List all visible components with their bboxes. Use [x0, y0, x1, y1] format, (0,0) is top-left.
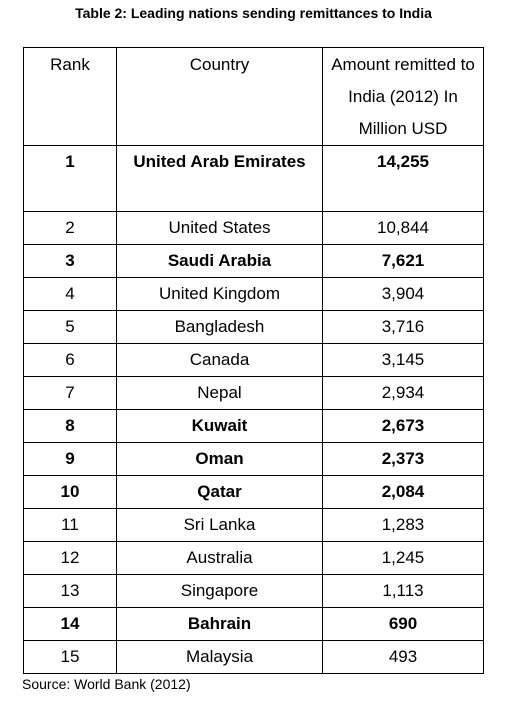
- country-cell: Kuwait: [117, 410, 323, 443]
- country-cell: Bahrain: [117, 608, 323, 641]
- remittance-table: [23, 47, 484, 674]
- table-row: [24, 410, 484, 443]
- amount-cell: 14,255: [323, 146, 484, 212]
- rank-cell: 7: [24, 377, 117, 410]
- country-cell: Singapore: [117, 575, 323, 608]
- table-row: [24, 377, 484, 410]
- table-row: [24, 278, 484, 311]
- country-cell: Qatar: [117, 476, 323, 509]
- country-cell: Bangladesh: [117, 311, 323, 344]
- table-row: [24, 542, 484, 575]
- table-caption: Table 2: Leading nations sending remittances to India: [75, 5, 432, 21]
- rank-cell: 4: [24, 278, 117, 311]
- rank-cell: 10: [24, 476, 117, 509]
- rank-cell: 13: [24, 575, 117, 608]
- amount-cell: 1,113: [323, 575, 484, 608]
- amount-cell: 690: [323, 608, 484, 641]
- header-amount: Amount remitted to India (2012) In Million USD: [323, 48, 484, 146]
- country-cell: Oman: [117, 443, 323, 476]
- table-row: [24, 311, 484, 344]
- table-row: [24, 476, 484, 509]
- table-row: [24, 608, 484, 641]
- table-row: [24, 443, 484, 476]
- amount-cell: 2,084: [323, 476, 484, 509]
- country-cell: United States: [117, 212, 323, 245]
- rank-cell: 12: [24, 542, 117, 575]
- amount-cell: 3,716: [323, 311, 484, 344]
- rank-cell: 8: [24, 410, 117, 443]
- table-row: [24, 509, 484, 542]
- rank-cell: 3: [24, 245, 117, 278]
- amount-cell: 493: [323, 641, 484, 674]
- country-cell: Malaysia: [117, 641, 323, 674]
- country-cell: Australia: [117, 542, 323, 575]
- rank-cell: 6: [24, 344, 117, 377]
- amount-cell: 2,673: [323, 410, 484, 443]
- table-row: [24, 344, 484, 377]
- source-note: Source: World Bank (2012): [22, 676, 191, 692]
- amount-cell: 2,373: [323, 443, 484, 476]
- rank-cell: 15: [24, 641, 117, 674]
- amount-cell: 3,145: [323, 344, 484, 377]
- table-row: [24, 641, 484, 674]
- header-row: [24, 48, 484, 146]
- country-cell: Sri Lanka: [117, 509, 323, 542]
- rank-cell: 1: [24, 146, 117, 212]
- table-row: [24, 212, 484, 245]
- country-cell: United Arab Emirates: [117, 146, 323, 212]
- header-country: Country: [117, 48, 323, 146]
- table-row: [24, 575, 484, 608]
- rank-cell: 2: [24, 212, 117, 245]
- amount-cell: 2,934: [323, 377, 484, 410]
- table-row: [24, 146, 484, 212]
- header-rank: Rank: [24, 48, 117, 146]
- amount-cell: 7,621: [323, 245, 484, 278]
- rank-cell: 5: [24, 311, 117, 344]
- country-cell: Canada: [117, 344, 323, 377]
- table-row: [24, 245, 484, 278]
- country-cell: United Kingdom: [117, 278, 323, 311]
- amount-cell: 10,844: [323, 212, 484, 245]
- rank-cell: 11: [24, 509, 117, 542]
- rank-cell: 9: [24, 443, 117, 476]
- table-body: [24, 146, 484, 674]
- amount-cell: 1,245: [323, 542, 484, 575]
- rank-cell: 14: [24, 608, 117, 641]
- amount-cell: 1,283: [323, 509, 484, 542]
- country-cell: Nepal: [117, 377, 323, 410]
- amount-cell: 3,904: [323, 278, 484, 311]
- country-cell: Saudi Arabia: [117, 245, 323, 278]
